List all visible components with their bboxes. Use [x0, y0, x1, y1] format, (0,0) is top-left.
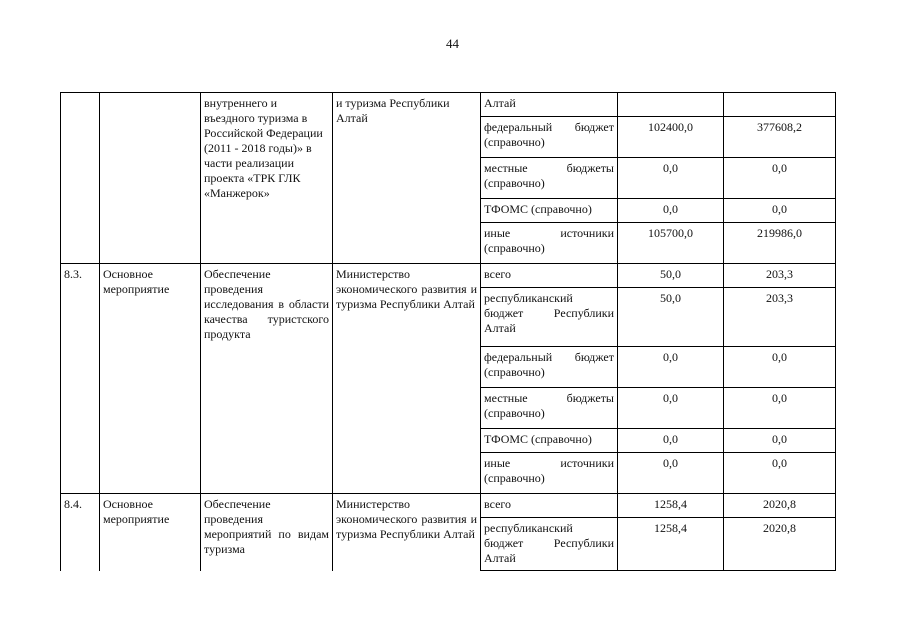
- value-cell: 0,0: [618, 199, 724, 223]
- source-cell: всего: [481, 494, 618, 518]
- num-cell: 8.4.: [61, 494, 100, 571]
- value-cell: 105700,0: [618, 223, 724, 264]
- type-cell: Основное мероприятие: [100, 264, 201, 494]
- executor-cell: Министерство экономического развития и туризма Республики Алтай: [333, 264, 481, 494]
- value-cell: 0,0: [724, 453, 836, 494]
- value-cell: 203,3: [724, 264, 836, 288]
- value-cell: 377608,2: [724, 117, 836, 158]
- source-cell: федеральный бюджет (справочно): [481, 347, 618, 388]
- value-cell: 0,0: [724, 429, 836, 453]
- measure-cell: Обеспечение проведения исследования в области качества туристского продукта: [201, 264, 333, 494]
- source-cell: Алтай: [481, 93, 618, 117]
- num-cell: [61, 93, 100, 264]
- source-cell: федеральный бюджет (справочно): [481, 117, 618, 158]
- source-cell: всего: [481, 264, 618, 288]
- num-cell: 8.3.: [61, 264, 100, 494]
- source-cell: республиканский бюджет Республики Алтай: [481, 288, 618, 347]
- measure-cell: Обеспечение проведения мероприятий по видам туризма: [201, 494, 333, 571]
- value-cell: 2020,8: [724, 494, 836, 518]
- value-cell: 0,0: [618, 453, 724, 494]
- source-cell: местные бюджеты (справочно): [481, 388, 618, 429]
- value-cell: [618, 93, 724, 117]
- value-cell: 0,0: [724, 347, 836, 388]
- table-row: [61, 264, 836, 288]
- budget-table: [60, 92, 836, 571]
- value-cell: 0,0: [618, 158, 724, 199]
- source-cell: иные источники (справочно): [481, 453, 618, 494]
- value-cell: 0,0: [618, 429, 724, 453]
- type-cell: [100, 93, 201, 264]
- table-row: [61, 93, 836, 117]
- page-number: 44: [446, 36, 459, 51]
- value-cell: 0,0: [618, 388, 724, 429]
- measure-cell: внутреннего и въездного туризма в Российской Федерации (2011 - 2018 годы)» в части реализации проекта «ТРК ГЛК «Манжерок»: [201, 93, 333, 264]
- value-cell: 2020,8: [724, 518, 836, 571]
- value-cell: 50,0: [618, 264, 724, 288]
- value-cell: 0,0: [724, 388, 836, 429]
- value-cell: 0,0: [618, 347, 724, 388]
- source-cell: местные бюджеты (справочно): [481, 158, 618, 199]
- value-cell: 0,0: [724, 158, 836, 199]
- value-cell: 50,0: [618, 288, 724, 347]
- source-cell: республиканский бюджет Республики Алтай: [481, 518, 618, 571]
- type-cell: Основное мероприятие: [100, 494, 201, 571]
- value-cell: 1258,4: [618, 518, 724, 571]
- source-cell: иные источники (справочно): [481, 223, 618, 264]
- value-cell: 0,0: [724, 199, 836, 223]
- executor-cell: и туризма Республики Алтай: [333, 93, 481, 264]
- value-cell: 1258,4: [618, 494, 724, 518]
- executor-cell: Министерство экономического развития и туризма Республики Алтай: [333, 494, 481, 571]
- value-cell: 219986,0: [724, 223, 836, 264]
- value-cell: 102400,0: [618, 117, 724, 158]
- value-cell: [724, 93, 836, 117]
- table-row: [61, 494, 836, 518]
- source-cell: ТФОМС (справочно): [481, 429, 618, 453]
- value-cell: 203,3: [724, 288, 836, 347]
- source-cell: ТФОМС (справочно): [481, 199, 618, 223]
